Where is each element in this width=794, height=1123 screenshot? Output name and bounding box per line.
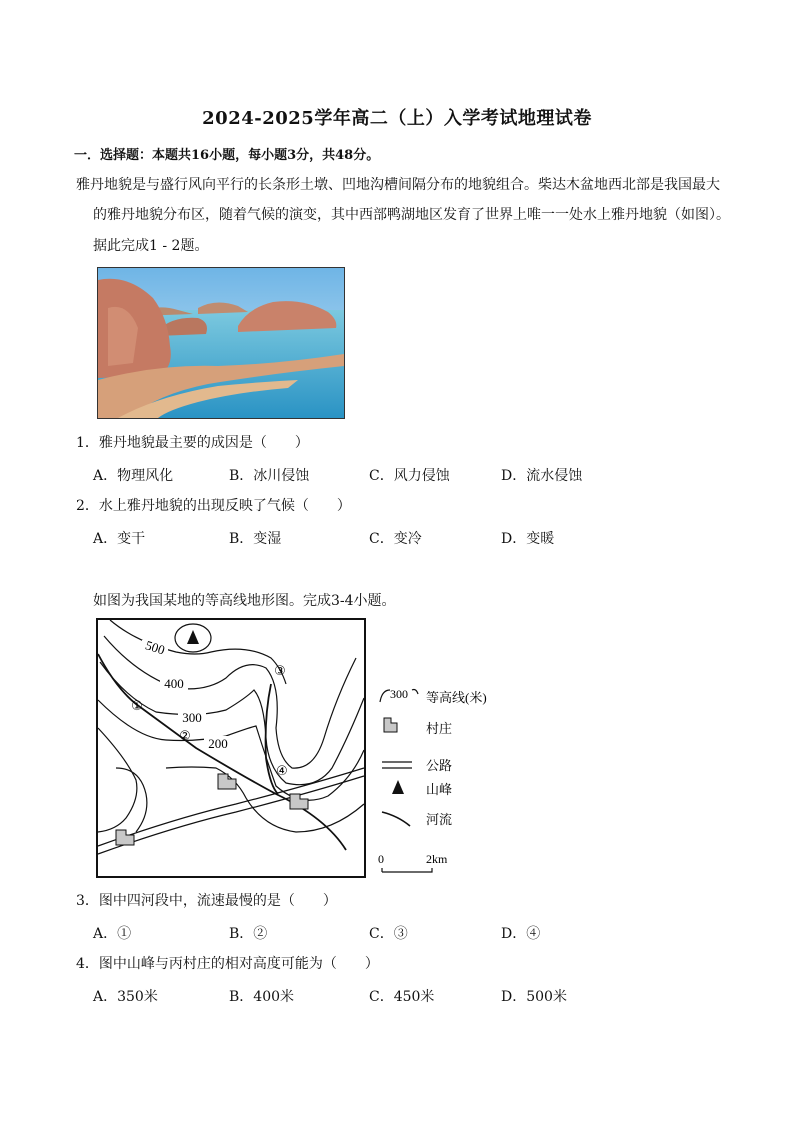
legend-road: 公路 <box>426 758 453 773</box>
legend-peak: 山峰 <box>426 782 453 797</box>
q3-option-d[interactable]: D．④ <box>501 926 541 942</box>
q4-option-a[interactable]: A．350米 <box>93 989 158 1005</box>
map-legend <box>376 680 516 880</box>
river-marker-3: ③ <box>274 664 286 679</box>
intro-line-2: 的雅丹地貌分布区，随着气候的演变，其中西部鸭湖地区发育了世界上唯一一处水上雅丹地貌（如图）。 <box>93 207 730 223</box>
section-heading: 一．选择题：本题共16小题，每小题3分，共48分。 <box>74 148 380 163</box>
q1-option-d[interactable]: D．流水侵蚀 <box>501 468 583 484</box>
q2-option-c[interactable]: C．变冷 <box>369 531 422 547</box>
contour-label-300: 300 <box>182 710 202 725</box>
page-title: 2024-2025学年高二（上）入学考试地理试卷 <box>202 108 592 129</box>
scale-start: 0 <box>378 852 384 866</box>
river-marker-1: ① <box>131 699 143 714</box>
river-marker-2: ② <box>179 729 191 744</box>
legend-river: 河流 <box>426 812 453 827</box>
q2-option-a[interactable]: A．变干 <box>93 531 146 547</box>
q1-option-a[interactable]: A．物理风化 <box>93 468 174 484</box>
q2-option-d[interactable]: D．变暖 <box>501 531 555 547</box>
intro-2: 如图为我国某地的等高线地形图。完成3-4小题。 <box>93 593 396 609</box>
question-1-stem: 1．雅丹地貌最主要的成因是（ ） <box>76 435 309 451</box>
contour-label-400: 400 <box>164 676 184 691</box>
q2-option-b[interactable]: B．变湿 <box>229 531 282 547</box>
q3-option-a[interactable]: A．① <box>93 926 132 942</box>
legend-village: 村庄 <box>426 721 453 736</box>
intro-line-1: 雅丹地貌是与盛行风向平行的长条形土墩、凹地沟槽间隔分布的地貌组合。柴达木盆地西北部是我国最大 <box>76 177 720 193</box>
peak-icon <box>392 780 404 794</box>
yardang-photo <box>97 267 345 419</box>
contour-label-500: 500 <box>143 637 167 658</box>
q3-option-b[interactable]: B．② <box>229 926 268 942</box>
q1-option-c[interactable]: C．风力侵蚀 <box>369 468 450 484</box>
q4-option-b[interactable]: B．400米 <box>229 989 295 1005</box>
q1-option-b[interactable]: B．冰川侵蚀 <box>229 468 310 484</box>
q3-option-c[interactable]: C．③ <box>369 926 408 942</box>
q4-option-c[interactable]: C．450米 <box>369 989 435 1005</box>
contour-label-200: 200 <box>208 736 228 751</box>
river-marker-4: ④ <box>276 764 288 779</box>
scale-end: 2km <box>426 852 448 866</box>
village-icon <box>384 718 397 732</box>
contour-map <box>96 618 366 878</box>
question-4-stem: 4．图中山峰与丙村庄的相对高度可能为（ ） <box>76 956 379 972</box>
legend-contour-value: 300 <box>390 687 408 701</box>
question-2-stem: 2．水上雅丹地貌的出现反映了气候（ ） <box>76 498 351 514</box>
question-3-stem: 3．图中四河段中，流速最慢的是（ ） <box>76 893 337 909</box>
river-icon <box>382 812 410 826</box>
intro-line-3: 据此完成1 - 2题。 <box>93 238 209 254</box>
scale-bar <box>382 868 432 872</box>
q4-option-d[interactable]: D．500米 <box>501 989 567 1005</box>
legend-contour-label: 等高线(米) <box>426 690 487 705</box>
